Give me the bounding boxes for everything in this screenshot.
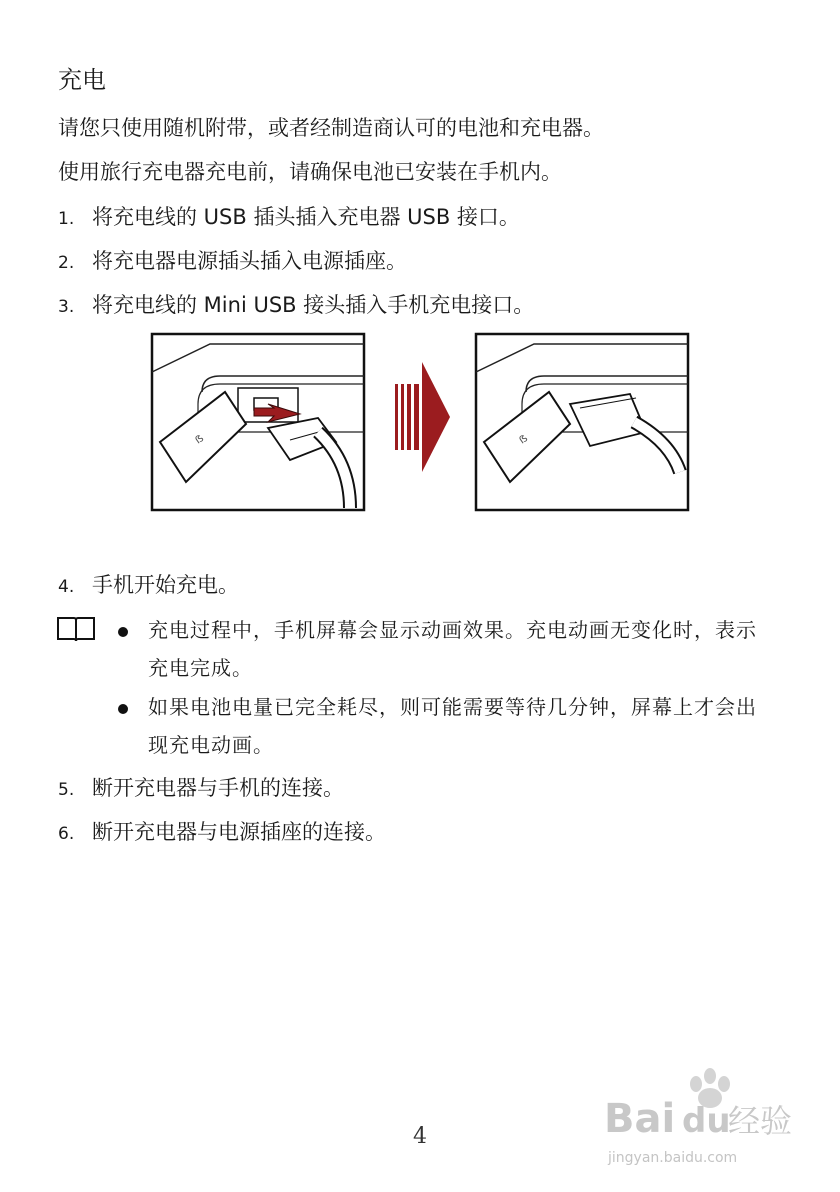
- step-text: 手机开始充电。: [92, 573, 239, 597]
- step-number: 6.: [58, 824, 75, 844]
- step-text: 将充电线的 Mini USB 接头插入手机充电接口。: [92, 293, 535, 317]
- step-number: 5.: [58, 780, 75, 800]
- watermark-brand-2: du: [682, 1101, 731, 1141]
- step-2: [58, 245, 407, 275]
- book-icon: [56, 615, 96, 643]
- charging-illustration: [150, 332, 690, 514]
- note-text: 充电过程中，手机屏幕会显示动画效果。充电动画无变化时，表示充电完成。: [148, 618, 757, 680]
- step-text: 将充电器电源插头插入电源插座。: [92, 249, 407, 273]
- baidu-watermark: [600, 1062, 800, 1172]
- transition-arrow: [395, 362, 450, 472]
- note-item-2: [118, 688, 773, 764]
- step-text: 将充电线的 USB 插头插入充电器 USB 接口。: [92, 205, 520, 229]
- step-number: 2.: [58, 253, 75, 273]
- note-item-1: [118, 611, 773, 687]
- bullet-dot: [118, 704, 128, 714]
- page-number: 4: [413, 1124, 427, 1149]
- before-connect-figure: [152, 334, 364, 510]
- svg-text:ẞ: ẞ: [193, 433, 207, 447]
- step-5: [58, 772, 344, 802]
- step-4: [58, 569, 239, 599]
- step-number: 4.: [58, 577, 75, 597]
- step-6: [58, 816, 386, 846]
- step-text: 断开充电器与电源插座的连接。: [92, 820, 386, 844]
- step-number: 1.: [58, 209, 75, 229]
- watermark-brand-cn: 经验: [728, 1102, 793, 1140]
- step-3: [58, 289, 534, 319]
- watermark-brand: Bai: [604, 1096, 676, 1142]
- watermark-url: jingyan.baidu.com: [608, 1150, 738, 1166]
- svg-text:ẞ: ẞ: [517, 433, 531, 447]
- step-number: 3.: [58, 297, 75, 317]
- step-text: 断开充电器与手机的连接。: [92, 776, 344, 800]
- section-title: 充电: [58, 66, 106, 94]
- after-connect-figure: [476, 334, 688, 510]
- step-1: [58, 201, 520, 231]
- bullet-dot: [118, 627, 128, 637]
- intro-paragraph-2: 使用旅行充电器充电前，请确保电池已安装在手机内。: [58, 160, 562, 184]
- intro-paragraph-1: 请您只使用随机附带，或者经制造商认可的电池和充电器。: [58, 116, 604, 140]
- note-text: 如果电池电量已完全耗尽，则可能需要等待几分钟，屏幕上才会出现充电动画。: [148, 695, 757, 757]
